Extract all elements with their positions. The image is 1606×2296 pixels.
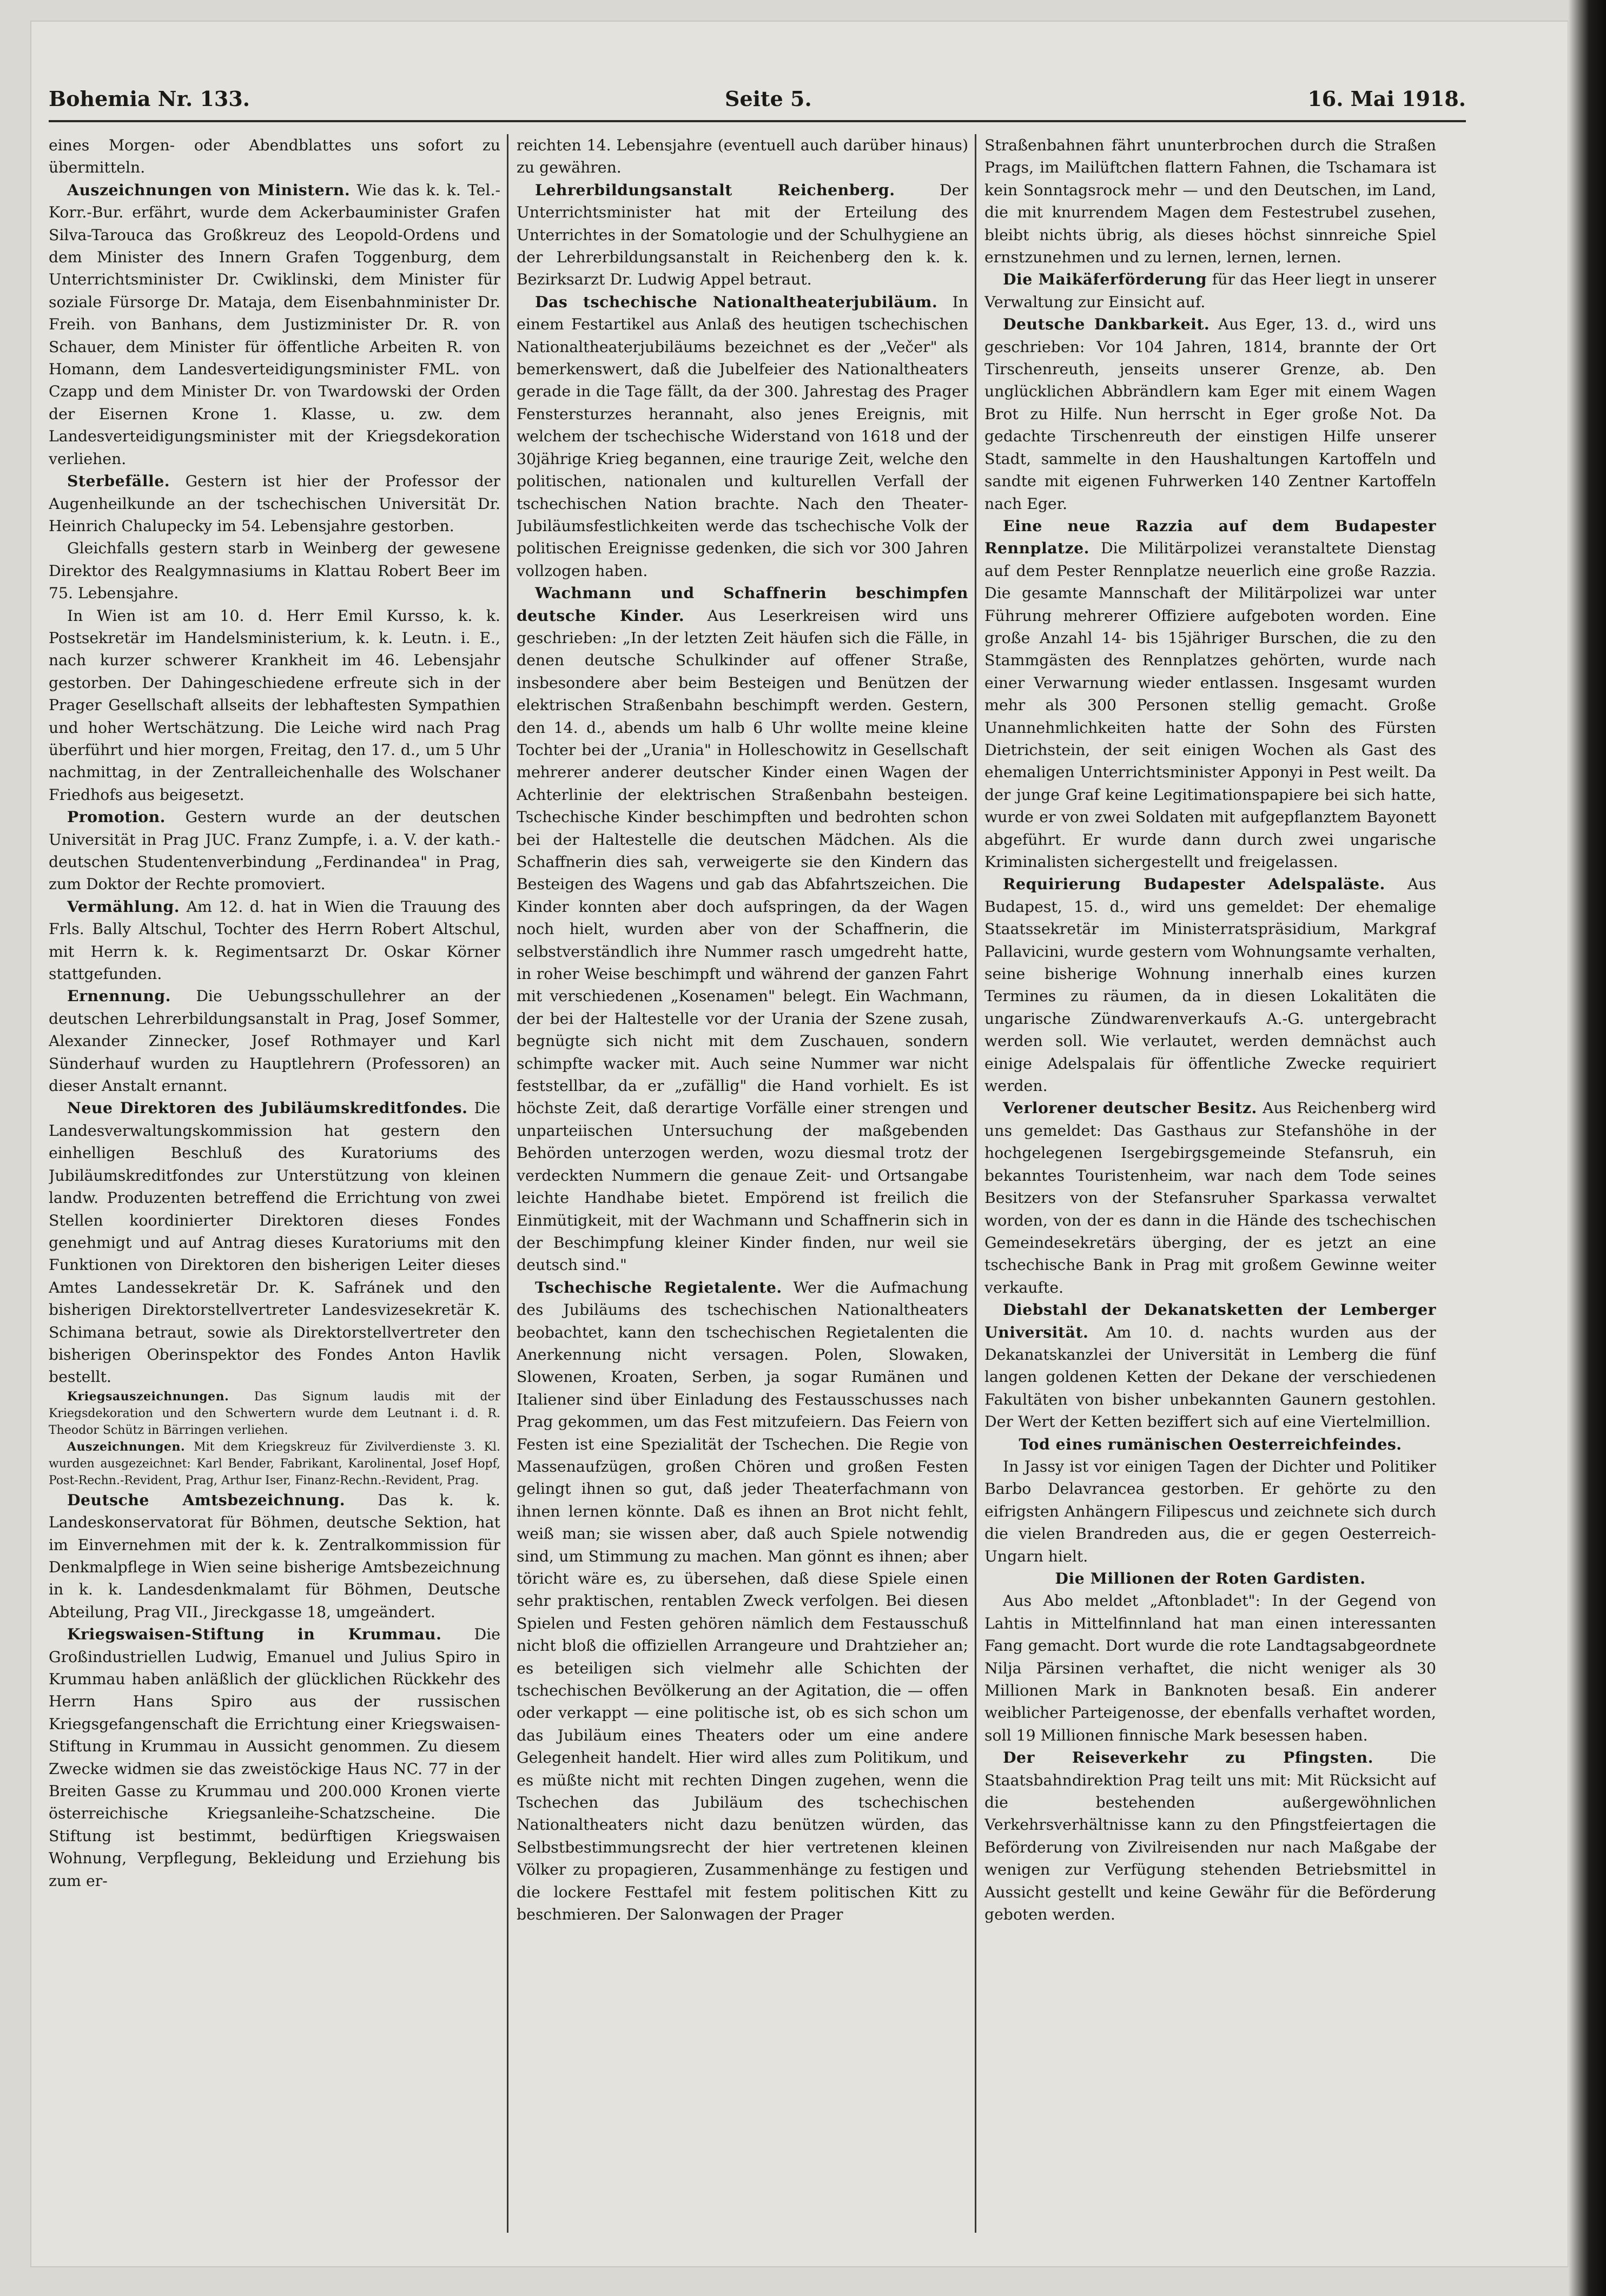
article-body: Gestern ist hier der Professor der Augenheilkunde an der tschechischen Universität Dr. Heinrich Chalupecky im 54. Lebensjahre gestorben. — [49, 472, 500, 535]
article-paragraph — [49, 985, 500, 1097]
article-paragraph — [984, 313, 1436, 515]
article-paragraph — [517, 1276, 968, 1926]
article-headline: Diebstahl der Dekanatsketten der Lemberger Universität. — [984, 1300, 1436, 1341]
article-body: Die Uebungsschullehrer an der deutschen Lehrerbildungsanstalt in Prag, Josef Sommer, Alexander Zinnecker, Josef Rothmayer und Karl Sünderhauf wurden zu Hauptlehrern (Professoren) an dieser Anstalt ernannt. — [49, 987, 500, 1095]
article-headline: Promotion. — [67, 808, 166, 826]
article-paragraph — [49, 896, 500, 985]
article-paragraph — [49, 470, 500, 537]
header-rule — [49, 120, 1466, 122]
article-body: Mit dem Kriegskreuz für Zivilverdienste 3. Kl. wurden ausgezeichnet: Karl Bender, Fabrikant, Karolinental, Josef Hopf, Post-Rechn.-Revident, Prag, Arthur Iser, Finanz-Rechn.-Revident, Prag. — [49, 1440, 500, 1487]
article-paragraph — [49, 179, 500, 470]
article-body: In einem Festartikel aus Anlaß des heutigen tschechischen Nationaltheaterjubiläums bezeichnet es der „Večer" als bemerkenswert, daß die Jubelfeier des Nationaltheaters gerade in die Tage fällt, da der 300. Jahrestag des Prager Fenstersturzes herannaht, also jenes Ereignis, mit welchem der tschechische Widerstand von 1618 und der 30jährige Krieg begannen, eine traurige Zeit, welche den politischen, nationalen und kulturellen Verfall der tschechischen Nation brachte. Nach den Theater-Jubiläumsfestlichkeiten werde das tschechische Volk der politischen Ereignisse gedenken, die sich vor 300 Jahren vollzogen haben. — [517, 293, 968, 580]
article-body: reichten 14. Lebensjahre (eventuell auch darüber hinaus) zu gewähren. — [517, 136, 968, 177]
article-headline: Wachmann und Schaffnerin beschimpfen deutsche Kinder. — [517, 584, 968, 625]
article-paragraph — [49, 134, 500, 179]
article-headline: Kriegswaisen-Stiftung in Krummau. — [67, 1625, 442, 1644]
article-body: Aus Budapest, 15. d., wird uns gemeldet: Der ehemalige Staatssekretär im Ministerratspräsidium, Markgraf Pallavicini, wurde gestern vom Wohnungsamte verhalten, seine bisherige Wohnung innerhalb eines kurzen Termines zu räumen, da in diesen Lokalitäten die ungarische Zündwarenverkaufs A.-G. untergebracht werden soll. Wie verlautet, werden demnächst auch einige Adelspalais für öffentliche Zwecke requiriert werden. — [984, 875, 1436, 1095]
article-headline: Auszeichnungen von Ministern. — [67, 180, 351, 199]
article-paragraph — [984, 268, 1436, 313]
column-2 — [517, 134, 968, 2233]
article-headline: Neue Direktoren des Jubiläumskreditfondes. — [67, 1099, 468, 1117]
article-body: Wer die Aufmachung des Jubiläums des tschechischen Nationaltheaters beobachtet, kann den tschechischen Regietalenten die Anerkennung nicht versagen. Polen, Slowaken, Slowenen, Kroaten, Serben, ja sogar Rumänen und Italiener sind über Einladung des Festausschusses nach Prag gekommen, um das Fest mitzufeiern. Das Feiern von Festen ist eine Spezialität der Tschechen. Die Regie von Massenaufzügen, großen Chören und großen Festen gelingt ihnen so gut, daß jeder Theaterfachmann von ihnen lernen könnte. Daß es ihnen an Brot nicht fehlt, weiß man; sie wissen aber, daß auch Spiele notwendig sind, um Stimmung zu machen. Man gönnt es ihnen; aber töricht wäre es, zu übersehen, daß diese Spiele einen sehr praktischen, rentablen Zweck verfolgen. Bei diesen Spielen und Festen gehören nämlich dem Festausschuß nicht bloß die offiziellen Arrangeure und Drahtzieher an; es beteiligen sich vielmehr alle Schichten der tschechischen Bevölkerung an der Agitation, die — offen oder verkappt — eine politische ist, ob es sich schon um das Jubiläum eines Theaters oder um eine andere Gelegenheit handelt. Hier wird alles zum Politikum, und es müßte nicht mit rechten Dingen zugehen, wenn die Tschechen das Jubiläum des tschechischen Nationaltheaters nicht dazu benützen würden, das Selbstbestimmungsrecht der hier vertretenen kleinen Völker zu propagieren, Zusammenhänge zu festigen und die lockere Festtafel mit festem politischen Kitt zu beschmieren. Der Salonwagen der Prager — [517, 1278, 968, 1924]
article-body: Gestern wurde an der deutschen Universität in Prag JUC. Franz Zumpfe, i. a. V. der kath.-deutschen Studentenverbindung „Ferdinandea" in Prag, zum Doktor der Rechte promoviert. — [49, 808, 500, 894]
article-headline: Lehrerbildungsanstalt Reichenberg. — [535, 180, 895, 199]
article-headline: Sterbefälle. — [67, 472, 170, 491]
article-paragraph — [49, 1439, 500, 1489]
article-paragraph — [49, 537, 500, 604]
article-body: Das Signum laudis mit der Kriegsdekoration und den Schwertern wurde dem Leutnant i. d. R. Theodor Schütz in Bärringen verliehen. — [49, 1389, 500, 1437]
article-headline: Kriegsauszeichnungen. — [67, 1389, 229, 1404]
article-paragraph — [49, 605, 500, 806]
article-body: In Jassy ist vor einigen Tagen der Dichter und Politiker Barbo Delavrancea gestorben. Er gehörte zu den eifrigsten Anhängern Filipescus und zeichnete sich durch die vielen Brandreden aus, die er gegen Oesterreich-Ungarn hielt. — [984, 1457, 1436, 1565]
column-3 — [984, 134, 1436, 2233]
column-divider — [975, 134, 976, 2233]
article-headline: Vermählung. — [67, 897, 180, 916]
article-body: Straßenbahnen fährt ununterbrochen durch die Straßen Prags, im Mailüftchen flattern Fahnen, die Tschamara ist kein Sonntagsrock mehr — und den Deutschen, im Land, die mit knurrendem Magen dem Festestrubel zusehen, bleibt nichts übrig, als dieses höchst sinnreiche Spiel ernstzunehmen und zu lernen, lernen, lernen. — [984, 136, 1436, 267]
article-paragraph — [984, 515, 1436, 874]
article-headline: Das tschechische Nationaltheaterjubiläum. — [535, 292, 938, 311]
article-paragraph — [984, 873, 1436, 1097]
article-body: Das k. k. Landeskonservatorat für Böhmen, deutsche Sektion, hat im Einvernehmen mit der k. k. Zentralkommission für Denkmalpflege in Wien seine bisherige Amtsbezeichnung in k. k. Landesdenkmalamt für Böhmen, Deutsche Abteilung, Prag VII., Jireckgasse 18, umgeändert. — [49, 1491, 500, 1621]
article-heading: Tod eines rumänischen Oesterreichfeindes. — [1019, 1434, 1402, 1453]
article-paragraph — [984, 1746, 1436, 1926]
article-headline: Eine neue Razzia auf dem Budapester Rennplatze. — [984, 516, 1436, 558]
article-body: Die Landesverwaltungskommission hat gestern den einhelligen Beschluß des Kuratoriums des Jubiläumskreditfondes zur Unterstützung von kleinen landw. Produzenten betreffend die Errichtung von zwei Stellen koordinierter Direktoren dieses Fondes genehmigt und auf Antrag dieses Kuratoriums mit den Funktionen von Direktoren den bisherigen Leiter dieses Amtes Landessekretär Dr. K. Safránek und den bisherigen Direktorstellvertreter Landesvizesekretär K. Schimana betraut, sowie als Direktorstellvertreter den bisherigen Oberinspektor des Fondes Anton Havlik bestellt. — [49, 1099, 500, 1386]
page-header — [49, 87, 1466, 124]
scan-edge — [1568, 0, 1606, 2296]
header-date: 16. Mai 1918. — [1307, 87, 1466, 111]
article-headline: Requirierung Budapester Adelspaläste. — [1003, 875, 1385, 894]
article-body: für das Heer liegt in unserer Verwaltung zur Einsicht auf. — [984, 270, 1436, 311]
article-headline: Tschechische Regietalente. — [535, 1278, 782, 1296]
article-body: Die Staatsbahndirektion Prag teilt uns mit: Mit Rücksicht auf die bestehenden außergewöhnlichen Verkehrsverhältnisse kann zu den Pfingstfeiertagen die Beförderung von Zivilreisenden nur nach Maßgabe der wenigen zur Verfügung stehenden Betriebsmittel in Aussicht gestellt und keine Gewähr für die Beförderung geboten werden. — [984, 1749, 1436, 1924]
article-body: eines Morgen- oder Abendblattes uns sofort zu übermitteln. — [49, 136, 500, 177]
article-headline: Deutsche Dankbarkeit. — [1003, 315, 1210, 334]
article-body: Aus Abo meldet „Aftonbladet": In der Gegend von Lahtis in Mittelfinnland hat man einen interessanten Fang gemacht. Dort wurde die rote Landtagsabgeordnete Nilja Pärsinen verhaftet, die nicht weniger als 30 Millionen Mark in Banknoten besaß. Ein anderer weiblicher Parteigenosse, der ebenfalls verhaftet worden, soll 19 Millionen finnische Mark besessen haben. — [984, 1592, 1436, 1744]
article-paragraph — [984, 1590, 1436, 1746]
article-body: Der Unterrichtsminister hat mit der Erteilung des Unterrichtes in der Somatologie und der Schulhygiene an der Lehrerbildungsanstalt in Reichenberg den k. k. Bezirksarzt Dr. Ludwig Appel betraut. — [517, 181, 968, 289]
article-body: Wie das k. k. Tel.-Korr.-Bur. erfährt, wurde dem Ackerbauminister Grafen Silva-Tarouca das Großkreuz des Leopold-Ordens und dem Minister des Innern Grafen Toggenburg, dem Unterrichtsminister Dr. Cwiklinski, dem Minister für soziale Fürsorge Dr. Mataja, dem Eisenbahnminister Dr. Freih. von Banhans, dem Justizminister Dr. R. von Schauer, dem Minister für öffentliche Arbeiten R. von Homann, dem Landesverteidigungsminister FML. von Czapp und dem Minister Dr. von Twardowski der Orden der Eisernen Krone 1. Klasse, u. zw. dem Landesverteidigungsminister mit der Kriegsdekoration verliehen. — [49, 181, 500, 468]
article-paragraph — [517, 179, 968, 291]
article-paragraph — [49, 1623, 500, 1892]
article-paragraph — [984, 1455, 1436, 1567]
article-body: Aus Leserkreisen wird uns geschrieben: „In der letzten Zeit häufen sich die Fälle, in denen deutsche Schulkinder auf offener Straße, insbesondere aber beim Besteigen und Benützen der elektrischen Straßenbahn beschimpft werden. Gestern, den 14. d., abends um halb 6 Uhr wollte meine kleine Tochter bei der „Urania" in Holleschowitz in Gesellschaft mehrerer anderer deutscher Kinder einen Wagen der Achterlinie der elektrischen Straßenbahn besteigen. Tschechische Kinder beschimpften und bedrohten schon bei der Haltestelle die deutschen Mädchen. Als die Schaffnerin dies sah, verweigerte sie den Kindern das Besteigen des Wagens und gab das Abfahrtszeichen. Die Kinder konnten aber doch aufspringen, da der Wagen noch hielt, wurden aber von der Schaffnerin, die selbstverständlich ihre Nummer rasch umgedreht hatte, in roher Weise beschimpft und während der ganzen Fahrt mit verschiedenen „Kosenamen" belegt. Ein Wachmann, der bei der Haltestelle vor der Urania der Szene zusah, begnügte sich nicht mit dem Zuschauen, sondern schimpfte wacker mit. Auch seine Nummer war nicht feststellbar, da er „zufällig" die Hand vorhielt. Es ist höchste Zeit, daß derartige Vorfälle einer strengen und unparteiischen Untersuchung der maßgebenden Behörden unterzogen werden, wozu diesmal trotz der verdeckten Nummern die genaue Zeit- und Ortsangabe leichte Handhabe bietet. Empörend ist freilich die Einmütigkeit, mit der Wachmann und Schaffnerin sich in der Beschimpfung kleiner Kinder finden, nur weil sie deutsch sind." — [517, 606, 968, 1274]
article-paragraph — [984, 1097, 1436, 1299]
article-body: Am 12. d. hat in Wien die Trauung des Frls. Bally Altschul, Tochter des Herrn Robert Altschul, mit Herrn k. k. Regimentsarzt Dr. Oskar Körner stattgefunden. — [49, 897, 500, 983]
article-headline: Deutsche Amtsbezeichnung. — [67, 1490, 346, 1509]
article-paragraph — [49, 1097, 500, 1388]
header-page-number: Seite 5. — [725, 87, 812, 111]
article-paragraph — [49, 806, 500, 896]
column-1 — [49, 134, 500, 2233]
article-paragraph — [984, 134, 1436, 268]
article-body: In Wien ist am 10. d. Herr Emil Kursso, k. k. Postsekretär im Handelsministerium, k. k. Leutn. i. E., nach kurzer schwerer Krankheit im 46. Lebensjahr gestorben. Der Dahingeschiedene erfreute sich in der Prager Gesellschaft allseits der lebhaftesten Sympathien und hoher Wertschätzung. Die Leiche wird nach Prag überführt und hier morgen, Freitag, den 17. d., um 5 Uhr nachmittag, in der Zentralleichenhalle des Wolschaner Friedhofs aus beigesetzt. — [49, 606, 500, 804]
article-paragraph — [517, 582, 968, 1276]
article-body: Gleichfalls gestern starb in Weinberg der gewesene Direktor des Realgymnasiums in Klattau Robert Beer im 75. Lebensjahre. — [49, 539, 500, 603]
article-body: Am 10. d. nachts wurden aus der Dekanatskanzlei der Universität in Lemberg die fünf langen goldenen Ketten der Dekane der verschiedenen Fakultäten von bisher unbekannten Gaunern gestohlen. Der Wert der Ketten beziffert sich auf eine Viertelmillion. — [984, 1323, 1436, 1431]
article-paragraph — [984, 1299, 1436, 1433]
article-headline: Die Maikäferförderung — [1003, 270, 1207, 289]
article-headline: Auszeichnungen. — [67, 1439, 186, 1454]
column-divider — [507, 134, 508, 2233]
article-body: Die Großindustriellen Ludwig, Emanuel und Julius Spiro in Krummau haben anläßlich der glücklichen Rückkehr des Herrn Hans Spiro aus der russischen Kriegsgefangenschaft die Errichtung einer Kriegswaisen-Stiftung in Krummau in Aussicht genommen. Zu diesem Zwecke widmen sie das zweistöckige Haus NC. 77 in der Breiten Gasse zu Krummau und 200.000 Kronen vierte österreichische Kriegsanleihe-Schatzscheine. Die Stiftung ist bestimmt, bedürftigen Kriegswaisen Wohnung, Verpflegung, Bekleidung und Erziehung bis zum er- — [49, 1625, 500, 1890]
header-issue: Bohemia Nr. 133. — [49, 87, 250, 111]
article-headline: Verlorener deutscher Besitz. — [1003, 1099, 1257, 1117]
article-headline: Ernennung. — [67, 987, 171, 1005]
article-paragraph — [517, 134, 968, 179]
article-body: Die Militärpolizei veranstaltete Dienstag auf dem Pester Rennplatze neuerlich eine große Razzia. Die gesamte Mannschaft der Militärpolizei war unter Führung mehrerer Offiziere aufgeboten worden. Eine große Anzahl 14- bis 15jähriger Burschen, die zu den Stammgästen des Rennplatzes gehörten, wurde nach einer Verwarnung wieder entlassen. Insgesamt wurden mehr als 300 Personen stellig gemacht. Große Unannehmlichkeiten hatte der Sohn des Fürsten Dietrichstein, der seit einigen Wochen als Gast des ehemaligen Unterrichtsminister Apponyi in Pest weilt. Da der junge Graf keine Legitimationspapiere bei sich hatte, wurde er von zwei Soldaten mit aufgepflanztem Bayonett abgeführt. Er wurde dann durch zwei ungarische Kriminalisten sichergestellt und freigelassen. — [984, 539, 1436, 871]
article-body: Aus Eger, 13. d., wird uns geschrieben: Vor 104 Jahren, 1814, brannte der Ort Tirschenreuth, jenseits unserer Grenze, ab. Den unglücklichen Abbrändlern kam Eger mit einem Wagen Brot zu Hilfe. Nun herrscht in Eger große Not. Da gedachte Tirschenreuth der einstigen Hilfe unserer Stadt, sammelte in den Haushaltungen Kartoffeln und sandte mit eigenen Fuhrwerken 140 Zentner Kartoffeln nach Eger. — [984, 315, 1436, 513]
article-headline: Der Reiseverkehr zu Pfingsten. — [1003, 1748, 1373, 1767]
article-paragraph — [517, 291, 968, 582]
article-paragraph — [49, 1388, 500, 1439]
article-heading: Die Millionen der Roten Gardisten. — [1055, 1569, 1366, 1587]
article-paragraph — [49, 1489, 500, 1623]
article-body: Aus Reichenberg wird uns gemeldet: Das Gasthaus zur Stefanshöhe in der hochgelegenen Isergebirgsgemeinde Stefansruh, ein bekanntes Touristenheim, war nach dem Tode seines Besitzers von der Stefansruher Sparkassa verwaltet worden, von der es dann in die Hände des tschechischen Gemeindesekretärs überging, der es jetzt an eine tschechische Bank in Prag mit großem Gewinne weiter verkaufte. — [984, 1099, 1436, 1296]
